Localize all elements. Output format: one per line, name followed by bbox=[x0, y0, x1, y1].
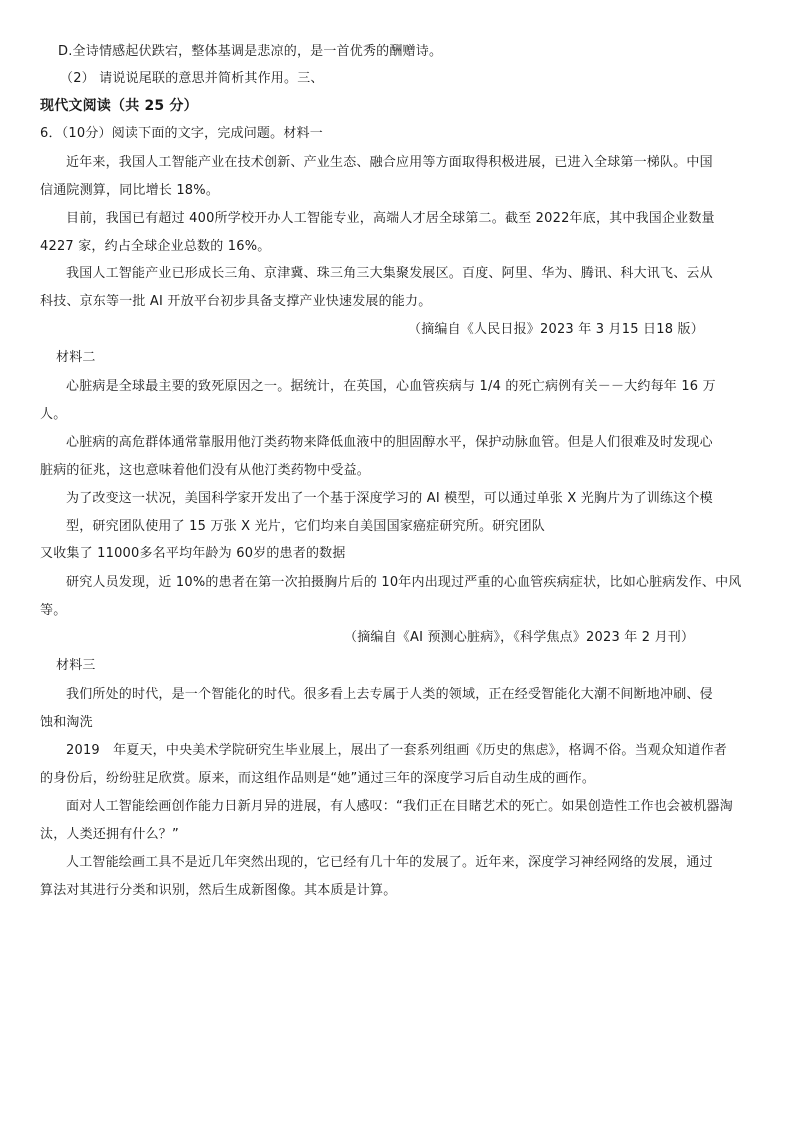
m2-p1-line2: 人。 bbox=[40, 407, 67, 422]
m3-p2-line2: 的身份后，纷纷驻足欣赏。原来，而这组作品则是“她”通过三年的深度学习后自动生成的画作。 bbox=[40, 771, 596, 786]
m3-p3-line1: 面对人工智能绘画创作能力日新月异的进展，有人感叹：“我们正在目睹艺术的死亡。如果创造性工作也会被机器淘 bbox=[66, 799, 733, 814]
m2-p4-line1: 研究人员发现，近 10%的患者在第一次拍摄胸片后的 10年内出现过严重的心血管疾病症状，比如心脏病发作、中风 bbox=[66, 575, 742, 590]
m1-p2-line1: 目前，我国已有超过 400所学校开办人工智能专业，高端人才居全球第二。截至 2022年底，其中我国企业数量 bbox=[66, 211, 715, 226]
question-2: （2） 请说说尾联的意思并简析其作用。三、 bbox=[60, 71, 324, 86]
m3-p1-line2: 蚀和淘洗 bbox=[40, 715, 93, 730]
m2-heading: 材料二 bbox=[56, 350, 96, 365]
m2-p2-line1: 心脏病的高危群体通常靠服用他汀类药物来降低血液中的胆固醇水平，保护动脉血管。但是人们很难及时发现心 bbox=[66, 435, 713, 450]
m1-p1-line1: 近年来，我国人工智能产业在技术创新、产业生态、融合应用等方面取得积极进展，已进入全球第一梯队。中国 bbox=[66, 155, 713, 170]
m3-p1-line1: 我们所处的时代，是一个智能化的时代。很多看上去专属于人类的领域，正在经受智能化大潮不间断地冲刷、侵 bbox=[66, 687, 713, 702]
m2-p3-line1: 为了改变这一状况，美国科学家开发出了一个基于深度学习的 AI 模型，可以通过单张 X 光胸片为了训练这个模 bbox=[66, 491, 713, 506]
m2-p3-line2: 型，研究团队使用了 15 万张 X 光片，它们均来自美国国家癌症研究所。研究团队 bbox=[66, 519, 545, 534]
m2-source: （摘编自《AI 预测心脏病》，《科学焦点》2023 年 2 月刊） bbox=[344, 630, 695, 645]
option-d: D.全诗情感起伏跌宕，整体基调是悲凉的，是一首优秀的酬赠诗。 bbox=[58, 44, 443, 59]
question-6-intro: 6．（10分）阅读下面的文字，完成问题。材料一 bbox=[40, 126, 323, 141]
m3-heading: 材料三 bbox=[56, 658, 96, 673]
m1-p2-line2: 4227 家，约占全球企业总数的 16%。 bbox=[40, 239, 271, 254]
m3-p2-line1: 2019 年夏天，中央美术学院研究生毕业展上，展出了一套系列组画《历史的焦虑》，格调不俗。当观众知道作者 bbox=[66, 743, 727, 758]
m2-p2-line2: 脏病的征兆，这也意味着他们没有从他汀类药物中受益。 bbox=[40, 463, 371, 478]
section-title: 现代文阅读（共 25 分） bbox=[40, 98, 198, 114]
m3-p4-line2: 算法对其进行分类和识别，然后生成新图像。其本质是计算。 bbox=[40, 883, 397, 898]
m1-source: （摘编自《人民日报》2023 年 3 月15 日18 版） bbox=[408, 322, 704, 337]
m3-p3-line2: 汰，人类还拥有什么？” bbox=[40, 827, 179, 842]
m2-p3-line3: 又收集了 11000多名平均年龄为 60岁的患者的数据 bbox=[40, 546, 346, 561]
m2-p4-line2: 等。 bbox=[40, 603, 67, 618]
m1-p3-line1: 我国人工智能产业已形成长三角、京津冀、珠三角三大集聚发展区。百度、阿里、华为、腾讯、科大讯飞、云从 bbox=[66, 266, 713, 281]
m1-p3-line2: 科技、京东等一批 AI 开放平台初步具备支撑产业快速发展的能力。 bbox=[40, 294, 432, 309]
m1-p1-line2: 信通院测算，同比增长 18%。 bbox=[40, 183, 220, 198]
m2-p1-line1: 心脏病是全球最主要的致死原因之一。据统计，在英国，心血管疾病与 1/4 的死亡病例有关－－大约每年 16 万 bbox=[66, 379, 716, 394]
m3-p4-line1: 人工智能绘画工具不是近几年突然出现的，它已经有几十年的发展了。近年来，深度学习神经网络的发展，通过 bbox=[66, 855, 713, 870]
